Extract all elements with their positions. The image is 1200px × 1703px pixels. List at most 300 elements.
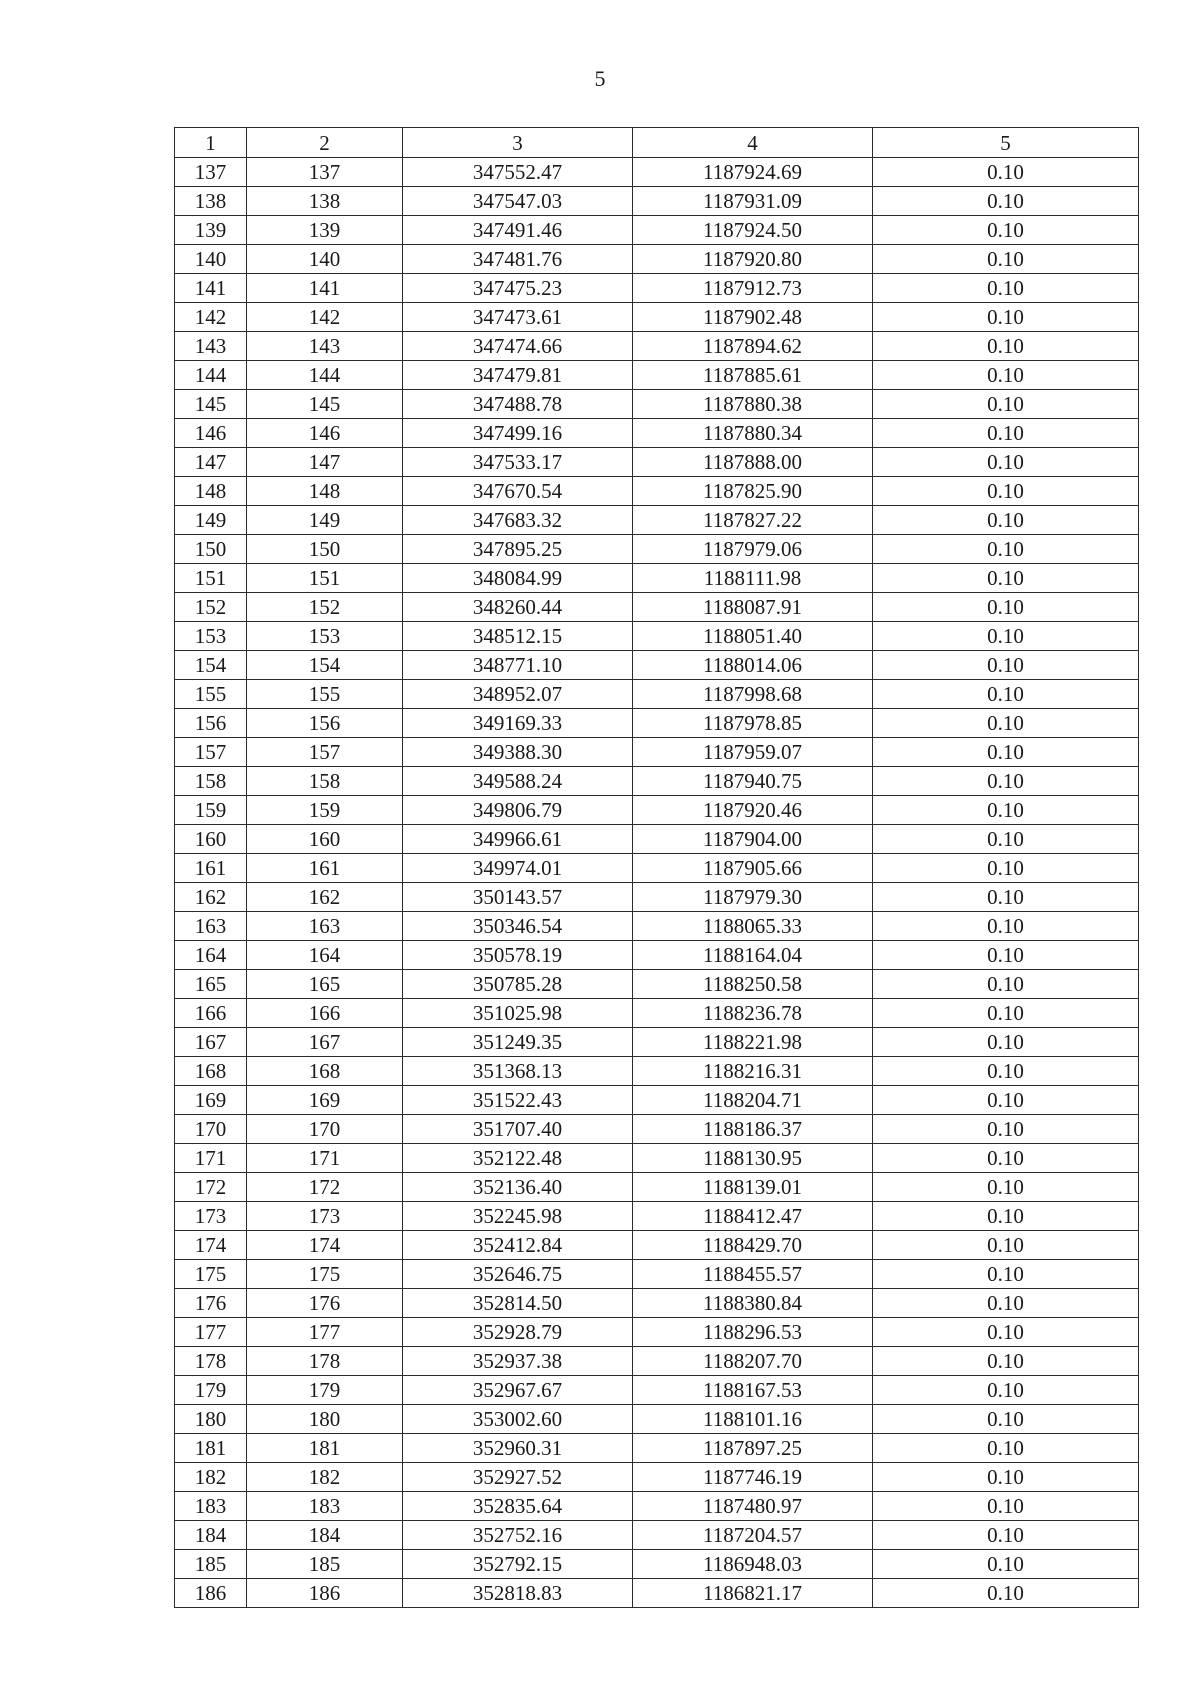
point-id-cell: 164 [247,941,403,970]
table-row [175,622,1139,651]
x-coordinate-cell: 349974.01 [403,854,633,883]
y-coordinate-cell: 1187920.80 [633,245,873,274]
x-coordinate-cell: 348260.44 [403,593,633,622]
value-cell: 0.10 [873,1405,1139,1434]
point-number-cell: 145 [175,390,247,419]
table-row [175,1347,1139,1376]
x-coordinate-cell: 352752.16 [403,1521,633,1550]
table-row [175,535,1139,564]
point-id-cell: 145 [247,390,403,419]
x-coordinate-cell: 352835.64 [403,1492,633,1521]
point-number-cell: 165 [175,970,247,999]
value-cell: 0.10 [873,593,1139,622]
x-coordinate-cell: 350143.57 [403,883,633,912]
table-row [175,216,1139,245]
point-number-cell: 182 [175,1463,247,1492]
y-coordinate-cell: 1188186.37 [633,1115,873,1144]
y-coordinate-cell: 1187885.61 [633,361,873,390]
table-row [175,1318,1139,1347]
value-cell: 0.10 [873,622,1139,651]
table-row [175,1028,1139,1057]
y-coordinate-cell: 1188455.57 [633,1260,873,1289]
value-cell: 0.10 [873,361,1139,390]
value-cell: 0.10 [873,709,1139,738]
y-coordinate-cell: 1187924.69 [633,158,873,187]
point-id-cell: 176 [247,1289,403,1318]
table-row [175,1202,1139,1231]
x-coordinate-cell: 349388.30 [403,738,633,767]
point-number-cell: 163 [175,912,247,941]
y-coordinate-cell: 1187827.22 [633,506,873,535]
x-coordinate-cell: 347499.16 [403,419,633,448]
point-number-cell: 154 [175,651,247,680]
y-coordinate-cell: 1188087.91 [633,593,873,622]
y-coordinate-cell: 1188250.58 [633,970,873,999]
column-header: 2 [247,128,403,158]
y-coordinate-cell: 1188167.53 [633,1376,873,1405]
value-cell: 0.10 [873,1115,1139,1144]
table-row [175,332,1139,361]
y-coordinate-cell: 1187897.25 [633,1434,873,1463]
y-coordinate-cell: 1187904.00 [633,825,873,854]
point-number-cell: 141 [175,274,247,303]
y-coordinate-cell: 1187920.46 [633,796,873,825]
point-id-cell: 138 [247,187,403,216]
table-row [175,1376,1139,1405]
value-cell: 0.10 [873,999,1139,1028]
table-row [175,1260,1139,1289]
point-id-cell: 152 [247,593,403,622]
point-id-cell: 147 [247,448,403,477]
table-row [175,390,1139,419]
point-number-cell: 172 [175,1173,247,1202]
point-number-cell: 143 [175,332,247,361]
point-number-cell: 179 [175,1376,247,1405]
table-row [175,999,1139,1028]
y-coordinate-cell: 1188221.98 [633,1028,873,1057]
x-coordinate-cell: 352814.50 [403,1289,633,1318]
point-id-cell: 185 [247,1550,403,1579]
value-cell: 0.10 [873,1086,1139,1115]
y-coordinate-cell: 1187825.90 [633,477,873,506]
x-coordinate-cell: 351707.40 [403,1115,633,1144]
point-number-cell: 149 [175,506,247,535]
x-coordinate-cell: 347491.46 [403,216,633,245]
point-number-cell: 168 [175,1057,247,1086]
point-id-cell: 184 [247,1521,403,1550]
point-id-cell: 181 [247,1434,403,1463]
y-coordinate-cell: 1187924.50 [633,216,873,245]
table-row [175,245,1139,274]
point-number-cell: 177 [175,1318,247,1347]
point-id-cell: 182 [247,1463,403,1492]
point-number-cell: 153 [175,622,247,651]
point-id-cell: 163 [247,912,403,941]
value-cell: 0.10 [873,854,1139,883]
table-row [175,912,1139,941]
y-coordinate-cell: 1186948.03 [633,1550,873,1579]
point-number-cell: 170 [175,1115,247,1144]
column-header: 5 [873,128,1139,158]
value-cell: 0.10 [873,1144,1139,1173]
table-row [175,709,1139,738]
point-id-cell: 169 [247,1086,403,1115]
point-id-cell: 150 [247,535,403,564]
point-number-cell: 147 [175,448,247,477]
point-number-cell: 161 [175,854,247,883]
x-coordinate-cell: 352967.67 [403,1376,633,1405]
y-coordinate-cell: 1187204.57 [633,1521,873,1550]
value-cell: 0.10 [873,1376,1139,1405]
table-row [175,941,1139,970]
point-id-cell: 175 [247,1260,403,1289]
y-coordinate-cell: 1187978.85 [633,709,873,738]
point-number-cell: 138 [175,187,247,216]
y-coordinate-cell: 1187880.38 [633,390,873,419]
y-coordinate-cell: 1187959.07 [633,738,873,767]
point-number-cell: 183 [175,1492,247,1521]
value-cell: 0.10 [873,303,1139,332]
point-number-cell: 156 [175,709,247,738]
table-row [175,593,1139,622]
point-id-cell: 142 [247,303,403,332]
point-id-cell: 174 [247,1231,403,1260]
table-row [175,564,1139,593]
y-coordinate-cell: 1188130.95 [633,1144,873,1173]
value-cell: 0.10 [873,1463,1139,1492]
column-header: 3 [403,128,633,158]
point-number-cell: 164 [175,941,247,970]
value-cell: 0.10 [873,419,1139,448]
point-id-cell: 159 [247,796,403,825]
point-number-cell: 162 [175,883,247,912]
point-id-cell: 162 [247,883,403,912]
value-cell: 0.10 [873,1579,1139,1608]
x-coordinate-cell: 351249.35 [403,1028,633,1057]
x-coordinate-cell: 347552.47 [403,158,633,187]
point-id-cell: 179 [247,1376,403,1405]
x-coordinate-cell: 347481.76 [403,245,633,274]
point-number-cell: 152 [175,593,247,622]
x-coordinate-cell: 347670.54 [403,477,633,506]
table-row [175,1144,1139,1173]
x-coordinate-cell: 349966.61 [403,825,633,854]
value-cell: 0.10 [873,883,1139,912]
table-row [175,825,1139,854]
point-id-cell: 143 [247,332,403,361]
point-id-cell: 161 [247,854,403,883]
x-coordinate-cell: 352122.48 [403,1144,633,1173]
value-cell: 0.10 [873,825,1139,854]
y-coordinate-cell: 1187888.00 [633,448,873,477]
table-row [175,1173,1139,1202]
point-id-cell: 165 [247,970,403,999]
x-coordinate-cell: 352928.79 [403,1318,633,1347]
value-cell: 0.10 [873,1521,1139,1550]
y-coordinate-cell: 1187902.48 [633,303,873,332]
point-id-cell: 160 [247,825,403,854]
point-number-cell: 144 [175,361,247,390]
x-coordinate-cell: 353002.60 [403,1405,633,1434]
y-coordinate-cell: 1187979.30 [633,883,873,912]
y-coordinate-cell: 1187905.66 [633,854,873,883]
point-id-cell: 149 [247,506,403,535]
value-cell: 0.10 [873,390,1139,419]
x-coordinate-cell: 352412.84 [403,1231,633,1260]
point-id-cell: 157 [247,738,403,767]
y-coordinate-cell: 1187746.19 [633,1463,873,1492]
x-coordinate-cell: 350578.19 [403,941,633,970]
x-coordinate-cell: 349588.24 [403,767,633,796]
y-coordinate-cell: 1187894.62 [633,332,873,361]
value-cell: 0.10 [873,448,1139,477]
point-id-cell: 172 [247,1173,403,1202]
y-coordinate-cell: 1188296.53 [633,1318,873,1347]
table-row [175,477,1139,506]
table-row [175,854,1139,883]
y-coordinate-cell: 1188101.16 [633,1405,873,1434]
x-coordinate-cell: 352646.75 [403,1260,633,1289]
point-number-cell: 171 [175,1144,247,1173]
point-id-cell: 166 [247,999,403,1028]
point-id-cell: 183 [247,1492,403,1521]
value-cell: 0.10 [873,1057,1139,1086]
x-coordinate-cell: 348952.07 [403,680,633,709]
coordinates-table-body [175,128,1139,1608]
y-coordinate-cell: 1188065.33 [633,912,873,941]
value-cell: 0.10 [873,1289,1139,1318]
x-coordinate-cell: 348512.15 [403,622,633,651]
point-id-cell: 139 [247,216,403,245]
x-coordinate-cell: 347895.25 [403,535,633,564]
value-cell: 0.10 [873,796,1139,825]
value-cell: 0.10 [873,506,1139,535]
point-id-cell: 154 [247,651,403,680]
value-cell: 0.10 [873,767,1139,796]
value-cell: 0.10 [873,477,1139,506]
point-id-cell: 137 [247,158,403,187]
x-coordinate-cell: 347683.32 [403,506,633,535]
table-row [175,1115,1139,1144]
point-id-cell: 178 [247,1347,403,1376]
table-header-row [175,128,1139,158]
point-number-cell: 185 [175,1550,247,1579]
x-coordinate-cell: 347479.81 [403,361,633,390]
point-number-cell: 146 [175,419,247,448]
table-row [175,274,1139,303]
x-coordinate-cell: 347547.03 [403,187,633,216]
x-coordinate-cell: 347473.61 [403,303,633,332]
value-cell: 0.10 [873,1202,1139,1231]
point-number-cell: 184 [175,1521,247,1550]
x-coordinate-cell: 352136.40 [403,1173,633,1202]
table-row [175,1231,1139,1260]
table-row [175,1579,1139,1608]
value-cell: 0.10 [873,1347,1139,1376]
y-coordinate-cell: 1187979.06 [633,535,873,564]
point-id-cell: 168 [247,1057,403,1086]
x-coordinate-cell: 348084.99 [403,564,633,593]
table-row [175,1492,1139,1521]
table-row [175,158,1139,187]
y-coordinate-cell: 1188014.06 [633,651,873,680]
table-row [175,448,1139,477]
x-coordinate-cell: 347488.78 [403,390,633,419]
table-row [175,738,1139,767]
x-coordinate-cell: 351368.13 [403,1057,633,1086]
value-cell: 0.10 [873,1434,1139,1463]
table-row [175,1463,1139,1492]
value-cell: 0.10 [873,1173,1139,1202]
x-coordinate-cell: 352245.98 [403,1202,633,1231]
point-id-cell: 141 [247,274,403,303]
point-id-cell: 173 [247,1202,403,1231]
x-coordinate-cell: 347475.23 [403,274,633,303]
point-id-cell: 148 [247,477,403,506]
value-cell: 0.10 [873,941,1139,970]
x-coordinate-cell: 347533.17 [403,448,633,477]
table-row [175,883,1139,912]
point-number-cell: 158 [175,767,247,796]
point-number-cell: 169 [175,1086,247,1115]
y-coordinate-cell: 1188207.70 [633,1347,873,1376]
point-id-cell: 171 [247,1144,403,1173]
value-cell: 0.10 [873,1260,1139,1289]
point-number-cell: 176 [175,1289,247,1318]
point-number-cell: 180 [175,1405,247,1434]
point-number-cell: 175 [175,1260,247,1289]
value-cell: 0.10 [873,245,1139,274]
y-coordinate-cell: 1188236.78 [633,999,873,1028]
point-number-cell: 151 [175,564,247,593]
point-number-cell: 139 [175,216,247,245]
y-coordinate-cell: 1188204.71 [633,1086,873,1115]
y-coordinate-cell: 1188412.47 [633,1202,873,1231]
x-coordinate-cell: 351522.43 [403,1086,633,1115]
value-cell: 0.10 [873,1492,1139,1521]
value-cell: 0.10 [873,970,1139,999]
y-coordinate-cell: 1187480.97 [633,1492,873,1521]
table-row [175,361,1139,390]
value-cell: 0.10 [873,1028,1139,1057]
page-number: 5 [594,66,606,91]
y-coordinate-cell: 1188216.31 [633,1057,873,1086]
point-id-cell: 177 [247,1318,403,1347]
y-coordinate-cell: 1188429.70 [633,1231,873,1260]
x-coordinate-cell: 352937.38 [403,1347,633,1376]
x-coordinate-cell: 350346.54 [403,912,633,941]
table-row [175,1405,1139,1434]
value-cell: 0.10 [873,158,1139,187]
table-row [175,970,1139,999]
value-cell: 0.10 [873,216,1139,245]
point-number-cell: 167 [175,1028,247,1057]
y-coordinate-cell: 1187912.73 [633,274,873,303]
x-coordinate-cell: 347474.66 [403,332,633,361]
table-row [175,1550,1139,1579]
x-coordinate-cell: 352818.83 [403,1579,633,1608]
y-coordinate-cell: 1188111.98 [633,564,873,593]
table-row [175,187,1139,216]
point-number-cell: 150 [175,535,247,564]
y-coordinate-cell: 1187940.75 [633,767,873,796]
y-coordinate-cell: 1187880.34 [633,419,873,448]
point-number-cell: 181 [175,1434,247,1463]
x-coordinate-cell: 349806.79 [403,796,633,825]
x-coordinate-cell: 351025.98 [403,999,633,1028]
x-coordinate-cell: 352792.15 [403,1550,633,1579]
value-cell: 0.10 [873,1550,1139,1579]
x-coordinate-cell: 348771.10 [403,651,633,680]
table-row [175,419,1139,448]
y-coordinate-cell: 1188051.40 [633,622,873,651]
point-id-cell: 170 [247,1115,403,1144]
value-cell: 0.10 [873,274,1139,303]
point-number-cell: 174 [175,1231,247,1260]
y-coordinate-cell: 1188380.84 [633,1289,873,1318]
point-number-cell: 159 [175,796,247,825]
value-cell: 0.10 [873,332,1139,361]
point-number-cell: 157 [175,738,247,767]
coordinates-table [174,127,1139,1608]
table-row [175,796,1139,825]
point-number-cell: 140 [175,245,247,274]
value-cell: 0.10 [873,187,1139,216]
point-id-cell: 158 [247,767,403,796]
value-cell: 0.10 [873,738,1139,767]
column-header: 1 [175,128,247,158]
point-id-cell: 153 [247,622,403,651]
table-row [175,1521,1139,1550]
point-number-cell: 160 [175,825,247,854]
y-coordinate-cell: 1188139.01 [633,1173,873,1202]
y-coordinate-cell: 1187931.09 [633,187,873,216]
table-row [175,680,1139,709]
value-cell: 0.10 [873,1318,1139,1347]
table-row [175,303,1139,332]
point-id-cell: 146 [247,419,403,448]
point-number-cell: 173 [175,1202,247,1231]
table-row [175,1086,1139,1115]
x-coordinate-cell: 349169.33 [403,709,633,738]
point-id-cell: 156 [247,709,403,738]
point-number-cell: 178 [175,1347,247,1376]
point-id-cell: 180 [247,1405,403,1434]
value-cell: 0.10 [873,564,1139,593]
value-cell: 0.10 [873,651,1139,680]
point-number-cell: 142 [175,303,247,332]
table-row [175,1057,1139,1086]
y-coordinate-cell: 1188164.04 [633,941,873,970]
point-number-cell: 166 [175,999,247,1028]
value-cell: 0.10 [873,535,1139,564]
point-id-cell: 140 [247,245,403,274]
point-id-cell: 155 [247,680,403,709]
table-row [175,651,1139,680]
x-coordinate-cell: 350785.28 [403,970,633,999]
value-cell: 0.10 [873,680,1139,709]
x-coordinate-cell: 352927.52 [403,1463,633,1492]
value-cell: 0.10 [873,1231,1139,1260]
table-row [175,506,1139,535]
table-row [175,1289,1139,1318]
point-id-cell: 186 [247,1579,403,1608]
point-id-cell: 151 [247,564,403,593]
table-row [175,1434,1139,1463]
point-number-cell: 137 [175,158,247,187]
value-cell: 0.10 [873,912,1139,941]
point-number-cell: 155 [175,680,247,709]
